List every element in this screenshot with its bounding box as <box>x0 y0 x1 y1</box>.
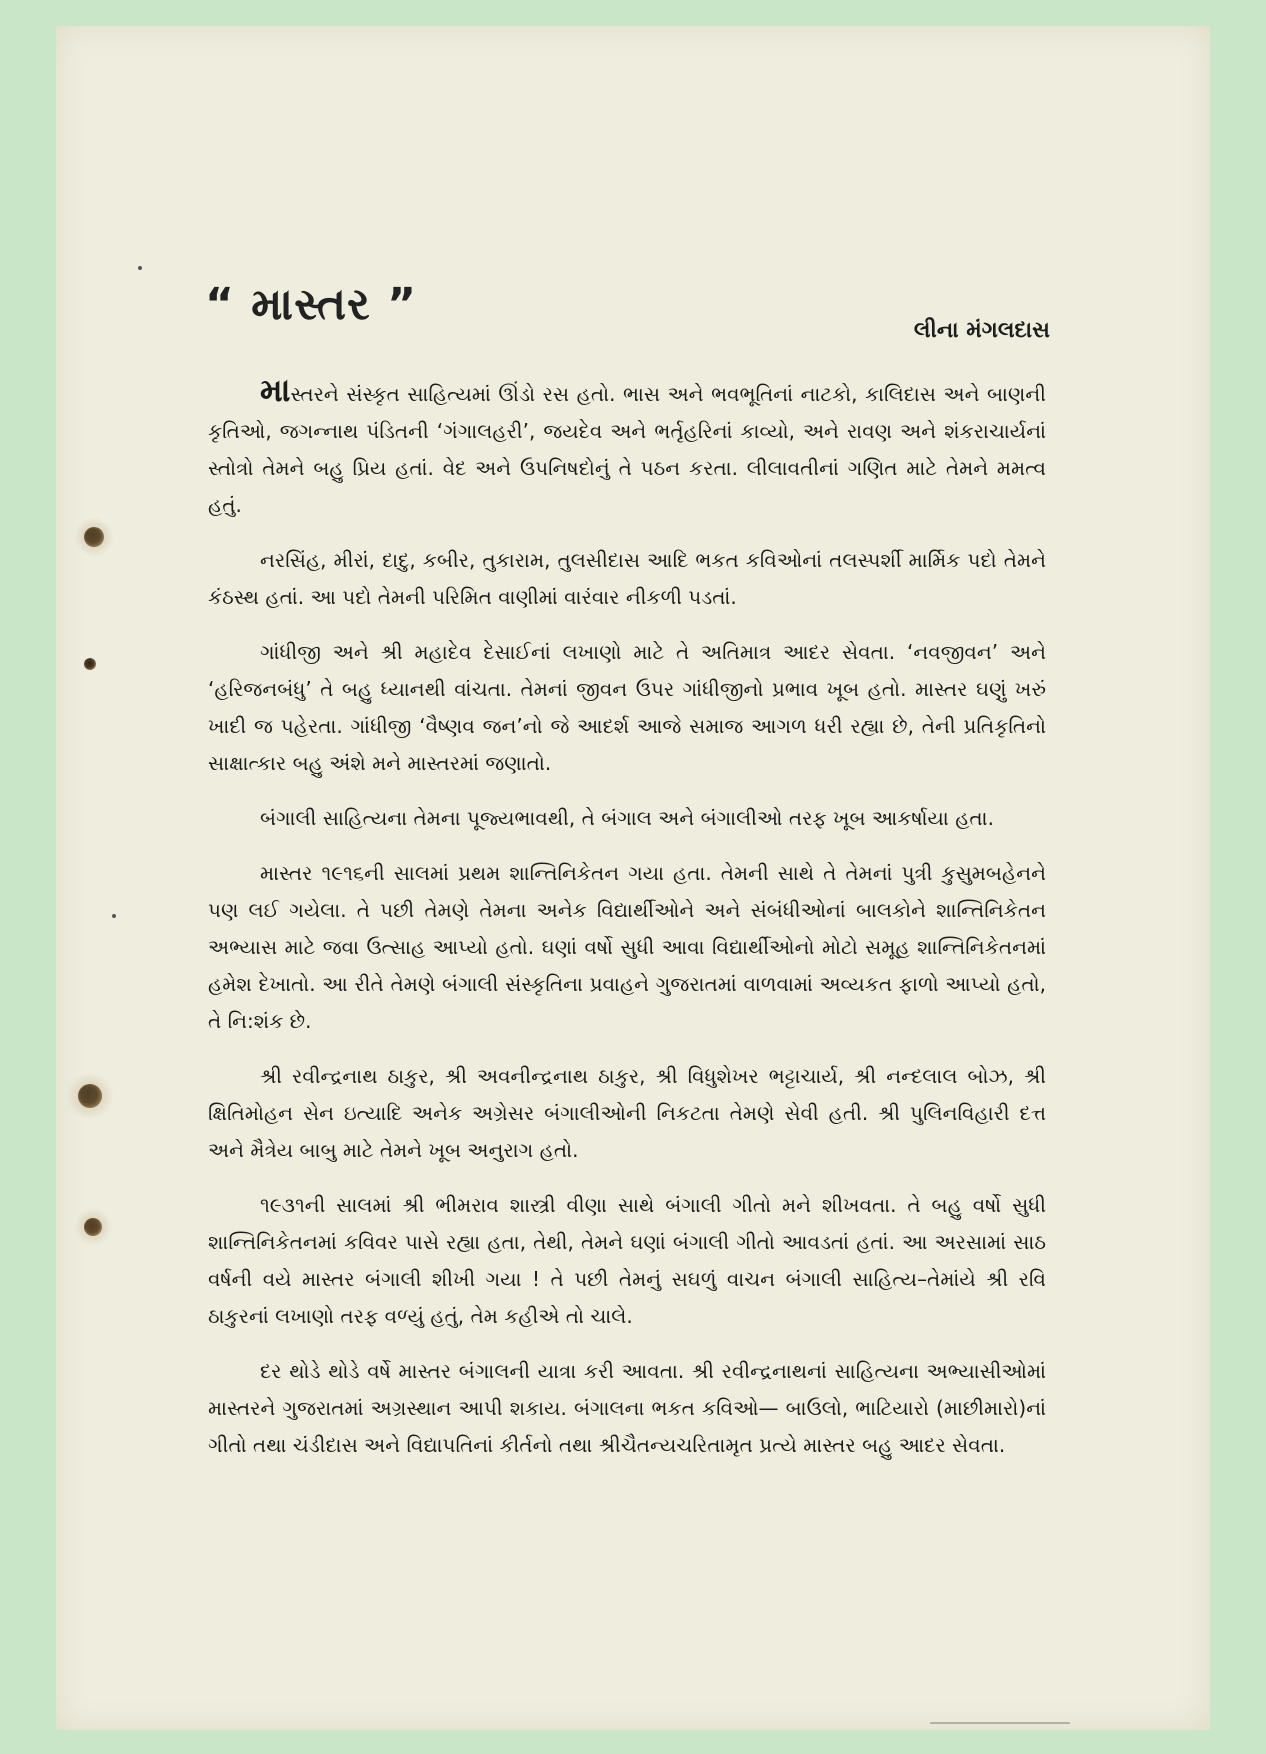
drop-cap: મા <box>260 371 291 409</box>
paragraph-2: નરસિંહ, મીરાં, દાદુ, કબીર, તુકારામ, તુલસીદાસ આદિ ભકત કવિઓનાં તલસ્પર્શી માર્મિક પદો તેમને કંઠસ્થ હતાં. આ પદો તેમની પરિમિત વાણીમાં વારંવાર નીકળી પડતાં. <box>208 548 1046 609</box>
paper-stain <box>74 1208 112 1246</box>
paragraph-4: બંગાલી સાહિત્યના તેમના પૂજ્યભાવથી, તે બંગાલ અને બંગાલીઓ તરફ ખૂબ આકર્ષાયા હતા. <box>260 806 994 830</box>
paper-stain <box>66 1072 114 1120</box>
punch-hole <box>84 658 96 670</box>
paragraph-5: માસ્તર ૧૯૧૬ની સાલમાં પ્રથમ શાન્તિનિકેતન ગયા હતા. તેમની સાથે તે તેમનાં પુત્રી કુસુમબહેનને પણ લઈ ગયેલા. તે પછી તેમણે તેમના અનેક વિદ્યાર્થીઓને અને સંબંધીઓનાં બાલકોને શાન્તિનિકેતન અભ્યાસ માટે જવા ઉત્સાહ આપ્યો હતો. ઘણાં વર્ષો સુધી આવા વિદ્યાર્થીઓનો મોટો સમૂહ શાન્તિનિકેતનમાં હમેશ દેખાતો. આ રીતે તેમણે બંગાલી સંસ્કૃતિના પ્રવાહને ગુજરાતમાં વાળવામાં અવ્યકત ફાળો આપ્યો હતો, તે નિ:શંક છે. <box>208 861 1046 1033</box>
paragraph-text: સ્તરને સંસ્કૃત સાહિત્યમાં ઊંડો રસ હતો. ભાસ અને ભવભૂતિનાં નાટકો, કાલિદાસ અને બાણની કૃતિઓ, જગન્નાથ પંડિતની ‘ગંગાલહરી’, જયદેવ અને ભર્તૃહરિનાં કાવ્યો, અને રાવણ અને શંકરાચાર્યનાં સ્તોત્રો તેમને બહુ પ્રિય હતાં. વેદ અને ઉપનિષદોનું તે પઠન કરતા. લીલાવતીનાં ગણિત માટે તેમને મમત્વ હતું. <box>208 382 1046 517</box>
paragraph-1 <box>208 372 1046 524</box>
paragraph-3: ગાંધીજી અને શ્રી મહાદેવ દેસાઈનાં લખાણો માટે તે અતિમાત્ર આદર સેવતા. ‘નવજીવન’ અને ‘હરિજનબંધુ’ તે બહુ ધ્યાનથી વાંચતા. તેમનાં જીવન ઉપર ગાંધીજીનો પ્રભાવ ખૂબ હતો. માસ્તર ઘણું ખરું ખાદી જ પહેરતા. ગાંધીજી ‘વૈષ્ણવ જન’નો જે આદર્શ આજે સમાજ આગળ ધરી રહ્યા છે, તેની પ્રતિકૃતિનો સાક્ષાત્કાર બહુ અંશે મને માસ્તરમાં જણાતો. <box>208 640 1046 775</box>
article-title: “ માસ્તર ” <box>205 279 418 331</box>
paper-speck <box>138 266 142 270</box>
paragraph-8: દર થોડે થોડે વર્ષે માસ્તર બંગાલની યાત્રા કરી આવતા. શ્રી રવીન્દ્રનાથનાં સાહિત્યના અભ્યાસીઓમાં માસ્તરને ગુજરાતમાં અગ્રસ્થાન આપી શકાય. બંગાલના ભકત કવિઓ— બાઉલો, ભાટિયારો (માછીમારો)નાં ગીતો તથા ચંડીદાસ અને વિદ્યાપતિનાં કીર્તનો તથા શ્રીચૈતન્યચરિતામૃત પ્રત્યે માસ્તર બહુ આદર સેવતા. <box>208 1359 1046 1457</box>
paragraph-6: શ્રી રવીન્દ્રનાથ ઠાકુર, શ્રી અવનીન્દ્રનાથ ઠાકુર, શ્રી વિધુશેખર ભટ્ટાચાર્ય, શ્રી નન્દલાલ બોઝ, શ્રી ક્ષિતિમોહન સેન ઇત્યાદિ અનેક અગ્રેસર બંગાલીઓની નિકટતા તેમણે સેવી હતી. શ્રી પુલિનવિહારી દત્ત અને મૈત્રેય બાબુ માટે તેમને ખૂબ અનુરાગ હતો. <box>208 1064 1046 1162</box>
article-body <box>208 372 1046 1482</box>
paper-stain <box>74 517 114 557</box>
page-edge-mark <box>930 1722 1070 1724</box>
article-author: લીના મંગલદાસ <box>913 318 1050 343</box>
paragraph-7: ૧૯૩૧ની સાલમાં શ્રી ભીમરાવ શાસ્ત્રી વીણા સાથે બંગાલી ગીતો મને શીખવતા. તે બહુ વર્ષો સુધી શાન્તિનિકેતનમાં કવિવર પાસે રહ્યા હતા, તેથી, તેમને ઘણાં બંગાલી ગીતો આવડતાં હતાં. આ અરસામાં સાઠ વર્ષની વયે માસ્તર બંગાલી શીખી ગયા ! તે પછી તેમનું સઘળું વાચન બંગાલી સાહિત્ય–તેમાંયે શ્રી રવિ ઠાકુરનાં લખાણો તરફ વળ્યું હતું, તેમ કહીએ તો ચાલે. <box>208 1193 1046 1328</box>
paper-speck <box>112 914 116 918</box>
